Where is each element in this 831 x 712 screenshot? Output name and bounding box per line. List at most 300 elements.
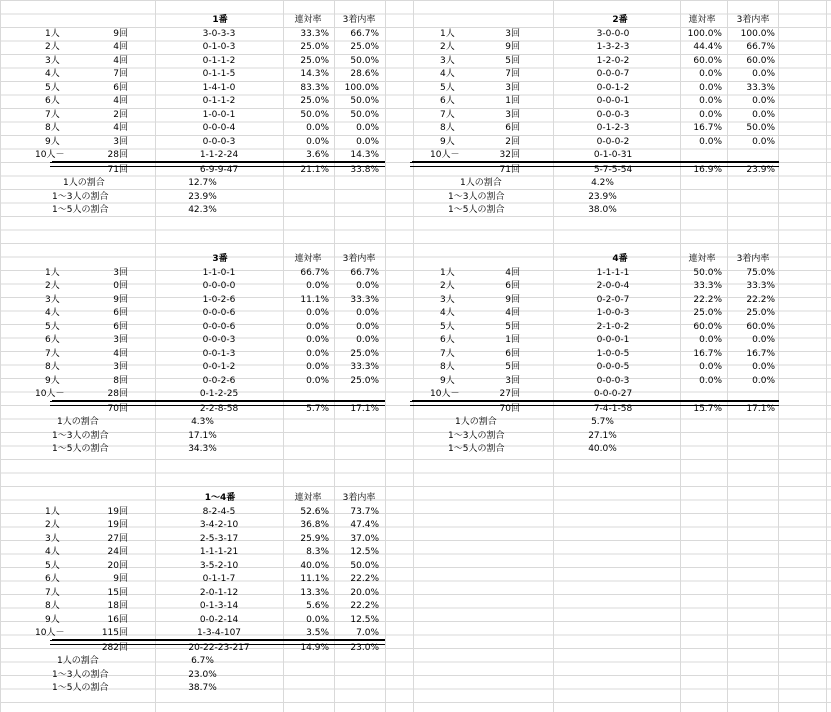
ratio-row[interactable] [0,655,831,668]
total-record: 7-4-1-58 [593,403,633,414]
rentai-cell: 3.5% [306,628,329,638]
record-cell: 1-1-1-21 [199,547,239,557]
table-row[interactable] [0,375,831,388]
count-cell: 9回 [505,42,520,52]
rank-label: 7人 [440,109,455,120]
record-cell: 0-1-2-25 [199,389,239,399]
rentai-cell: 8.3% [306,547,329,557]
table-row[interactable] [0,55,831,68]
column-header-rentai: 連対率 [688,15,716,25]
sanchaku-cell: 14.3% [350,150,379,160]
rentai-cell: 100.0% [687,28,722,39]
rank-label: 1人 [440,267,455,278]
count-cell: 3回 [505,375,520,386]
record-cell: 1-1-2-24 [199,150,239,160]
ratio-value: 40.0% [588,444,617,454]
rank-label: 8人 [45,601,60,611]
rank-label: 6人 [440,96,455,106]
ratio-label: 1～3人の割合 [52,191,109,202]
record-cell: 0-1-1-5 [202,69,236,79]
rentai-cell: 44.4% [693,42,722,52]
sanchaku-cell: 50.0% [350,55,379,66]
rentai-cell: 50.0% [693,267,722,278]
record-cell: 1-3-4-107 [196,628,242,638]
rentai-cell: 0.0% [699,109,722,120]
sanchaku-cell: 0.0% [356,335,379,345]
total-sanchaku: 17.1% [746,403,775,414]
count-cell: 4回 [113,55,128,66]
total-count: 70回 [499,403,520,414]
count-cell: 28回 [107,389,128,399]
ratio-label: 1～3人の割合 [52,669,109,680]
column-header-sanchaku: 3着内率 [736,15,770,25]
record-cell: 1-0-0-5 [596,348,630,359]
sanchaku-cell: 0.0% [752,362,775,372]
table-row[interactable] [0,82,831,95]
rentai-cell: 0.0% [699,136,722,147]
sanchaku-cell: 75.0% [746,267,775,278]
table-row[interactable] [0,573,831,586]
count-cell: 115回 [101,628,128,638]
count-cell: 20回 [107,560,128,571]
record-cell: 0-0-0-3 [596,375,630,386]
ratio-row[interactable] [0,204,831,217]
sanchaku-cell: 100.0% [344,82,379,93]
ratio-label: 1人の割合 [57,656,99,666]
ratio-row[interactable] [0,177,831,190]
record-cell: 1-1-0-1 [202,267,236,278]
count-cell: 7回 [113,69,128,79]
record-cell: 2-0-1-12 [199,587,239,598]
rank-label: 7人 [45,348,60,359]
record-cell: 1-2-0-2 [596,55,630,66]
rank-label: 5人 [45,560,60,571]
sanchaku-cell: 47.4% [350,520,379,530]
ratio-row[interactable] [0,191,831,204]
total-sanchaku: 33.8% [350,164,379,175]
total-rentai: 21.1% [300,164,329,175]
total-count: 71回 [107,164,128,175]
total-row[interactable] [0,642,831,655]
rentai-cell: 0.0% [306,308,329,318]
count-cell: 1回 [505,96,520,106]
sanchaku-cell: 0.0% [752,96,775,106]
rank-label: 2人 [45,281,60,291]
count-cell: 3回 [113,335,128,345]
count-cell: 3回 [113,362,128,372]
count-cell: 2回 [505,136,520,147]
sanchaku-cell: 33.3% [350,294,379,305]
record-cell: 0-1-0-31 [593,150,633,160]
rank-label: 3人 [45,55,60,66]
table-header-row[interactable] [0,14,831,27]
table-row[interactable] [0,546,831,559]
ratio-value: 6.7% [191,656,214,666]
table-title: 3番 [212,254,228,264]
sanchaku-cell: 0.0% [356,308,379,318]
rank-label: 3人 [440,294,455,305]
count-cell: 6回 [505,281,520,291]
table-row[interactable] [0,519,831,532]
rentai-cell: 0.0% [699,96,722,106]
rentai-cell: 0.0% [699,362,722,372]
column-header-sanchaku: 3着内率 [342,493,376,503]
count-cell: 8回 [113,375,128,386]
record-cell: 0-2-0-7 [596,294,630,305]
count-cell: 27回 [499,389,520,399]
count-cell: 9回 [113,294,128,305]
sanchaku-cell: 12.5% [350,614,379,625]
count-cell: 5回 [505,362,520,372]
total-row[interactable] [0,403,831,416]
total-record: 20-22-23-217 [188,642,250,653]
record-cell: 0-0-0-3 [596,109,630,120]
total-count: 71回 [499,164,520,175]
rank-label: 5人 [45,321,60,332]
rentai-cell: 33.3% [300,28,329,39]
rentai-cell: 0.0% [699,82,722,93]
rank-label: 2人 [45,520,60,530]
rentai-cell: 60.0% [693,55,722,66]
table-title: 4番 [612,254,628,264]
record-cell: 0-0-0-5 [596,362,630,372]
record-cell: 2-0-0-4 [596,281,630,291]
record-cell: 1-0-2-6 [202,294,236,305]
sanchaku-cell: 12.5% [350,547,379,557]
rentai-cell: 66.7% [300,267,329,278]
count-cell: 3回 [113,267,128,278]
count-cell: 4回 [113,42,128,52]
total-record: 6-9-9-47 [199,164,239,175]
table-row[interactable] [0,280,831,293]
rank-label: 9人 [440,375,455,386]
table-row[interactable] [0,294,831,307]
count-cell: 18回 [107,601,128,611]
rank-label: 4人 [45,308,60,318]
rank-label: 6人 [440,335,455,345]
rentai-cell: 0.0% [306,123,329,133]
count-cell: 7回 [505,69,520,79]
rentai-cell: 36.8% [300,520,329,530]
sanchaku-cell: 22.2% [350,601,379,611]
rank-label: 3人 [45,533,60,544]
rank-label: 4人 [440,69,455,79]
sanchaku-cell: 0.0% [752,109,775,120]
record-cell: 3-4-2-10 [199,520,239,530]
table-row[interactable] [0,95,831,108]
rank-label: 5人 [45,82,60,93]
count-cell: 2回 [113,109,128,120]
rank-label: 8人 [45,362,60,372]
sanchaku-cell: 33.3% [746,82,775,93]
sanchaku-cell: 0.0% [356,136,379,147]
table-row[interactable] [0,348,831,361]
rank-label: 3人 [440,55,455,66]
ratio-value: 23.0% [188,669,217,680]
rank-label: 9人 [45,136,60,147]
sanchaku-cell: 0.0% [752,375,775,386]
table-header-row[interactable] [0,492,831,505]
count-cell: 6回 [505,348,520,359]
ratio-label: 1～5人の割合 [52,444,109,454]
sanchaku-cell: 25.0% [350,375,379,386]
record-cell: 0-0-0-3 [202,136,236,147]
table-title: 2番 [612,15,628,25]
table-row[interactable] [0,533,831,546]
column-header-rentai: 連対率 [294,254,322,264]
ratio-label: 1人の割合 [460,178,502,188]
ratio-value: 12.7% [188,178,217,188]
sanchaku-cell: 0.0% [356,123,379,133]
rentai-cell: 0.0% [699,335,722,345]
ratio-row[interactable] [0,416,831,429]
ratio-row[interactable] [0,443,831,456]
ratio-row[interactable] [0,669,831,682]
sanchaku-cell: 66.7% [350,28,379,39]
rentai-cell: 0.0% [306,348,329,359]
record-cell: 1-0-0-1 [202,109,236,120]
total-record: 5-7-5-54 [593,164,633,175]
rentai-cell: 0.0% [699,69,722,79]
ratio-label: 1～5人の割合 [448,205,505,215]
ratio-row[interactable] [0,430,831,443]
rank-label: 5人 [440,321,455,332]
sanchaku-cell: 66.7% [746,42,775,52]
sanchaku-cell: 16.7% [746,348,775,359]
ratio-row[interactable] [0,682,831,695]
record-cell: 0-0-0-7 [596,69,630,79]
count-cell: 3回 [505,82,520,93]
total-rentai: 16.9% [693,164,722,175]
table-row[interactable] [0,506,831,519]
rank-label: 7人 [45,587,60,598]
ratio-label: 1～3人の割合 [448,191,505,202]
table-row[interactable] [0,28,831,41]
ratio-value: 38.7% [188,683,217,693]
ratio-value: 34.3% [188,444,217,454]
record-cell: 1-0-0-3 [596,308,630,318]
record-cell: 0-1-0-3 [202,42,236,52]
total-rentai: 14.9% [300,642,329,653]
sanchaku-cell: 25.0% [746,308,775,318]
rank-label: 4人 [45,69,60,79]
record-cell: 0-0-2-14 [199,614,239,625]
table-row[interactable] [0,560,831,573]
table-row[interactable] [0,587,831,600]
column-header-rentai: 連対率 [294,493,322,503]
rank-label: 4人 [440,308,455,318]
record-cell: 0-0-0-27 [593,389,633,399]
rentai-cell: 13.3% [300,587,329,598]
rentai-cell: 16.7% [693,348,722,359]
sanchaku-cell: 60.0% [746,321,775,332]
sanchaku-cell: 28.6% [350,69,379,79]
count-cell: 0回 [113,281,128,291]
record-cell: 1-4-1-0 [202,82,236,93]
record-cell: 0-0-0-1 [596,335,630,345]
rank-label: 9人 [440,136,455,147]
table-row[interactable] [0,600,831,613]
count-cell: 15回 [107,587,128,598]
count-cell: 6回 [505,123,520,133]
count-cell: 3回 [113,136,128,147]
total-rentai: 15.7% [693,403,722,414]
ratio-value: 42.3% [188,205,217,215]
sanchaku-cell: 73.7% [350,506,379,517]
table-row[interactable] [0,361,831,374]
rank-label: 1人 [45,28,60,39]
count-cell: 6回 [113,321,128,332]
sanchaku-cell: 37.0% [350,533,379,544]
rentai-cell: 0.0% [306,375,329,386]
table-row[interactable] [0,307,831,320]
record-cell: 0-0-1-2 [596,82,630,93]
count-cell: 5回 [505,55,520,66]
rentai-cell: 52.6% [300,506,329,517]
record-cell: 0-0-0-2 [596,136,630,147]
sanchaku-cell: 25.0% [350,348,379,359]
table-row[interactable] [0,41,831,54]
record-cell: 0-1-1-2 [202,96,236,106]
count-cell: 5回 [505,321,520,332]
rank-label: 4人 [45,547,60,557]
count-cell: 4回 [113,123,128,133]
ratio-label: 1人の割合 [57,417,99,427]
sanchaku-cell: 0.0% [752,335,775,345]
record-cell: 1-1-1-1 [596,267,630,278]
rentai-cell: 0.0% [306,614,329,625]
rentai-cell: 0.0% [306,362,329,372]
count-cell: 27回 [107,533,128,544]
count-cell: 24回 [107,547,128,557]
ratio-value: 4.3% [191,417,214,427]
table-row[interactable] [0,321,831,334]
ratio-label: 1人の割合 [455,417,497,427]
rentai-cell: 11.1% [300,294,329,305]
rentai-cell: 60.0% [693,321,722,332]
rentai-cell: 25.0% [300,55,329,66]
record-cell: 0-0-1-3 [202,348,236,359]
rentai-cell: 25.0% [693,308,722,318]
count-cell: 1回 [505,335,520,345]
ratio-label: 1～5人の割合 [448,444,505,454]
record-cell: 3-5-2-10 [199,560,239,571]
rentai-cell: 16.7% [693,123,722,133]
rentai-cell: 25.9% [300,533,329,544]
rank-label: 1人 [45,506,60,517]
record-cell: 8-2-4-5 [202,506,236,517]
count-cell: 4回 [505,308,520,318]
count-cell: 9回 [505,294,520,305]
ratio-value: 5.7% [591,417,614,427]
ratio-label: 1～3人の割合 [52,430,109,441]
sanchaku-cell: 60.0% [746,55,775,66]
sanchaku-cell: 0.0% [356,321,379,332]
table-row[interactable] [0,109,831,122]
sanchaku-cell: 0.0% [356,281,379,291]
count-cell: 28回 [107,150,128,160]
count-cell: 3回 [505,109,520,120]
ratio-value: 38.0% [588,205,617,215]
column-header-sanchaku: 3着内率 [736,254,770,264]
sanchaku-cell: 50.0% [350,96,379,106]
rentai-cell: 22.2% [693,294,722,305]
rentai-cell: 11.1% [300,574,329,584]
table-row[interactable] [0,68,831,81]
rank-label: 1人 [45,267,60,278]
ratio-value: 23.9% [588,191,617,202]
rentai-cell: 0.0% [306,136,329,147]
total-sanchaku: 23.9% [746,164,775,175]
count-cell: 9回 [113,574,128,584]
record-cell: 0-0-0-1 [596,96,630,106]
count-cell: 4回 [113,96,128,106]
rank-label: 8人 [440,362,455,372]
table-row[interactable] [0,122,831,135]
table-row[interactable] [0,136,831,149]
rentai-cell: 25.0% [300,96,329,106]
count-cell: 4回 [113,348,128,359]
sanchaku-cell: 7.0% [356,628,379,638]
table-row[interactable] [0,614,831,627]
count-cell: 3回 [505,28,520,39]
ratio-value: 27.1% [588,430,617,441]
record-cell: 0-1-2-3 [596,123,630,133]
sanchaku-cell: 33.3% [350,362,379,372]
column-header-rentai: 連対率 [294,15,322,25]
count-cell: 19回 [107,506,128,517]
rank-label: 10人－ [430,150,460,160]
rank-label: 2人 [45,42,60,52]
rentai-cell: 25.0% [300,42,329,52]
column-header-sanchaku: 3着内率 [342,15,376,25]
record-cell: 0-0-0-6 [202,321,236,332]
column-header-sanchaku: 3着内率 [342,254,376,264]
rank-label: 8人 [440,123,455,133]
sanchaku-cell: 20.0% [350,587,379,598]
ratio-value: 17.1% [188,430,217,441]
rank-label: 2人 [440,281,455,291]
record-cell: 0-0-0-0 [202,281,236,291]
rentai-cell: 3.6% [306,150,329,160]
record-cell: 0-0-0-6 [202,308,236,318]
count-cell: 6回 [113,82,128,93]
rentai-cell: 14.3% [300,69,329,79]
rank-label: 9人 [45,614,60,625]
rentai-cell: 40.0% [300,560,329,571]
ratio-label: 1～3人の割合 [448,430,505,441]
count-cell: 32回 [499,150,520,160]
rentai-cell: 50.0% [300,109,329,120]
table-header-row[interactable] [0,253,831,266]
table-row[interactable] [0,267,831,280]
record-cell: 0-0-2-6 [202,375,236,386]
rank-label: 10人－ [35,150,65,160]
table-row[interactable] [0,334,831,347]
sanchaku-cell: 50.0% [350,109,379,120]
count-cell: 6回 [113,308,128,318]
count-cell: 16回 [107,614,128,625]
rank-label: 5人 [440,82,455,93]
rank-label: 7人 [45,109,60,120]
total-count: 70回 [107,403,128,414]
rank-label: 3人 [45,294,60,305]
rentai-cell: 0.0% [306,321,329,332]
total-rentai: 5.7% [306,403,329,414]
total-row[interactable] [0,164,831,177]
record-cell: 0-1-1-2 [202,55,236,66]
sanchaku-cell: 100.0% [740,28,775,39]
